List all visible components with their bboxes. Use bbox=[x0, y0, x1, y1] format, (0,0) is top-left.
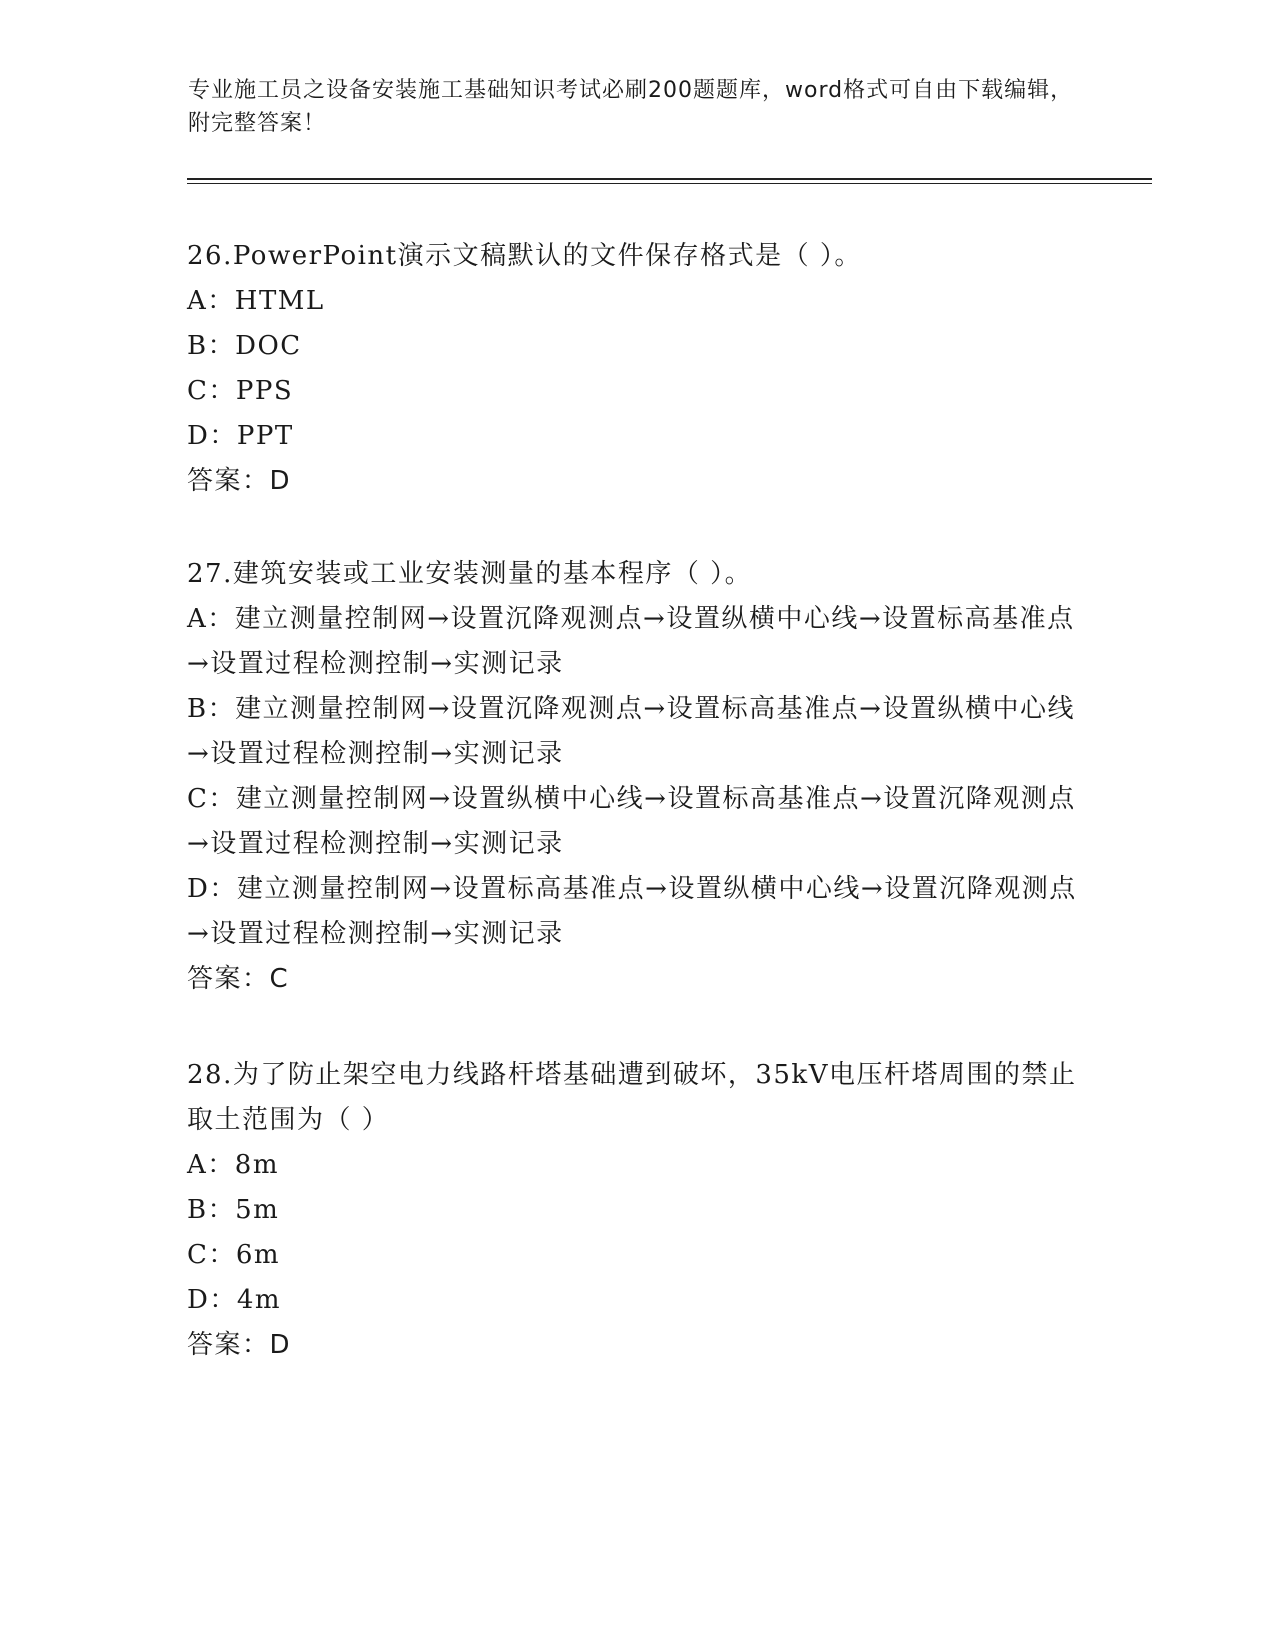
option-c: C：PPS bbox=[187, 376, 294, 406]
header-divider-thin bbox=[187, 183, 1152, 184]
answer: 答案：D bbox=[187, 466, 292, 496]
question-title: 28.为了防止架空电力线路杆塔基础遭到破坏，35kV电压杆塔周围的禁止取土范围为（ ） bbox=[187, 1060, 1077, 1135]
option-c: C：建立测量控制网→设置纵横中心线→设置标高基准点→设置沉降观测点→设置过程检测控制→实测记录 bbox=[187, 784, 1076, 859]
option-d: D：建立测量控制网→设置标高基准点→设置纵横中心线→设置沉降观测点→设置过程检测控制→实测记录 bbox=[187, 874, 1077, 949]
answer: 答案：C bbox=[187, 964, 290, 994]
option-a: A：建立测量控制网→设置沉降观测点→设置纵横中心线→设置标高基准点→设置过程检测控制→实测记录 bbox=[187, 604, 1075, 679]
option-c: C：6m bbox=[187, 1240, 281, 1270]
header-divider-thick bbox=[187, 178, 1152, 180]
answer: 答案：D bbox=[187, 1330, 292, 1360]
option-a: A：HTML bbox=[187, 286, 325, 316]
question-27 bbox=[187, 552, 1087, 1002]
document-header: 专业施工员之设备安装施工基础知识考试必刷200题题库，word格式可自由下载编辑，附完整答案！ bbox=[188, 78, 1074, 136]
option-a: A：8m bbox=[187, 1150, 279, 1180]
question-26 bbox=[187, 234, 1087, 504]
question-title: 27.建筑安装或工业安装测量的基本程序（ ）。 bbox=[187, 559, 753, 589]
option-b: B：DOC bbox=[187, 331, 302, 361]
option-d: D：4m bbox=[187, 1285, 282, 1315]
question-title: 26.PowerPoint演示文稿默认的文件保存格式是（ ）。 bbox=[187, 241, 862, 271]
option-d: D：PPT bbox=[187, 421, 294, 451]
question-28 bbox=[187, 1053, 1087, 1368]
option-b: B：5m bbox=[187, 1195, 280, 1225]
option-b: B：建立测量控制网→设置沉降观测点→设置标高基准点→设置纵横中心线→设置过程检测控制→实测记录 bbox=[187, 694, 1075, 769]
